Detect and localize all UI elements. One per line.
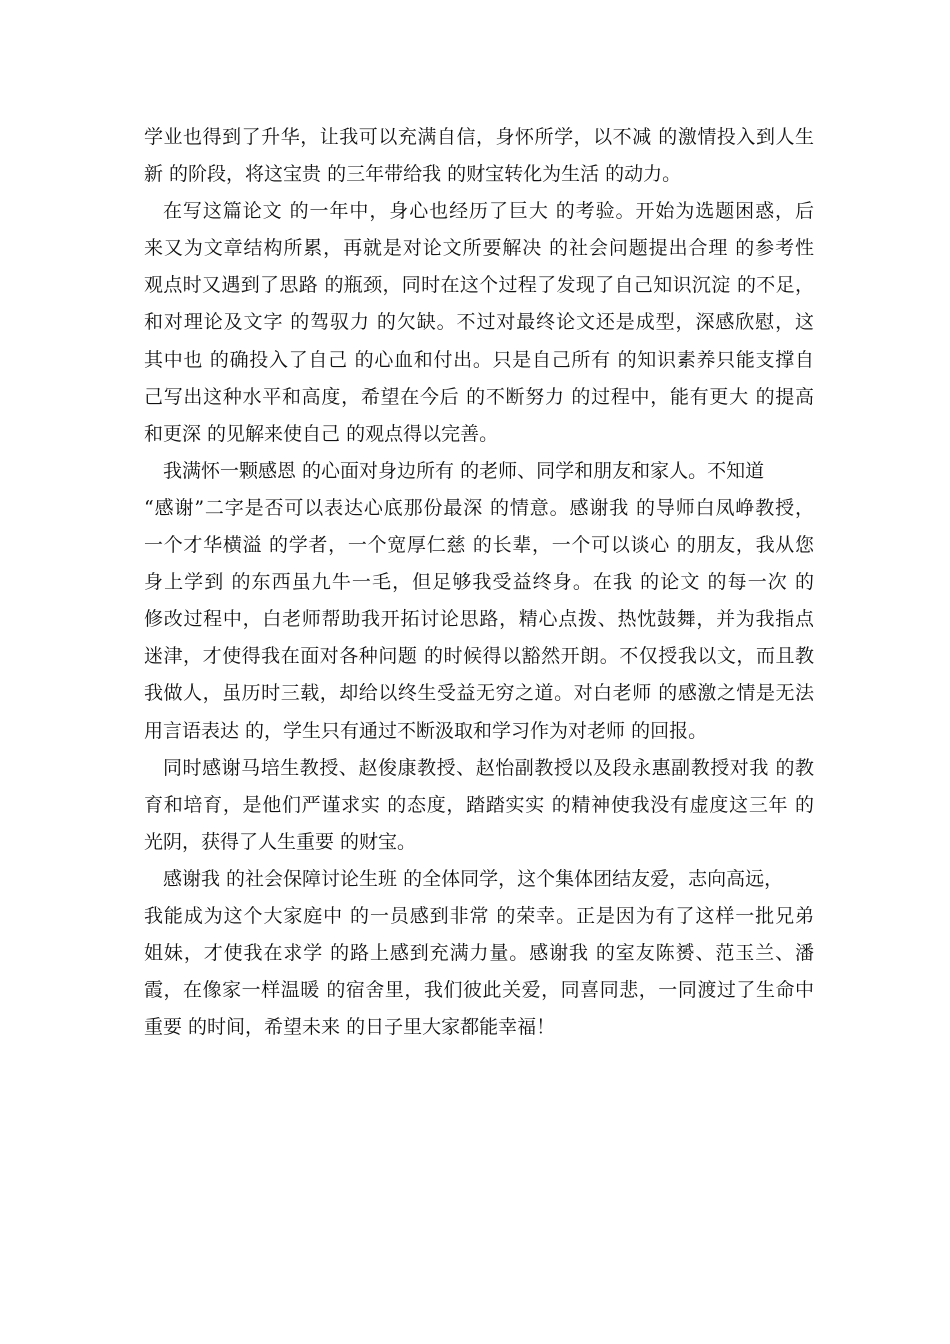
paragraph — [144, 119, 814, 193]
text-line: 和对理论及文字 的驾驭力 的欠缺。不过对最终论文还是成型，深感欣慰，这 — [144, 311, 814, 334]
text-line: 迷津，才使得我在面对各种问题 的时候得以豁然开朗。不仅授我以文，而且教 — [144, 645, 814, 668]
text-line: 和更深 的见解来使自己 的观点得以完善。 — [144, 422, 499, 445]
paragraph — [144, 453, 814, 750]
text-line: 霞，在像家一样温暖 的宿舍里，我们彼此关爱，同喜同悲，一同渡过了生命中 — [144, 979, 814, 1002]
text-line: 我满怀一颗感恩 的心面对身边所有 的老师、同学和朋友和家人。不知道 — [163, 459, 765, 482]
text-line: 新 的阶段，将这宝贵 的三年带给我 的财宝转化为生活 的动力。 — [144, 163, 682, 186]
text-line: 育和培育，是他们严谨求实 的态度，踏踏实实 的精神使我没有虚度这三年 的 — [144, 793, 814, 816]
text-line: 来又为文章结构所累，再就是对论文所要解决 的社会问题提出合理 的参考性 — [144, 237, 814, 260]
text-line: 感谢我 的社会保障讨论生班 的全体同学，这个集体团结友爱，志向高远， — [163, 867, 784, 890]
text-line: 光阴，获得了人生重要 的财宝。 — [144, 830, 417, 853]
paragraph — [144, 750, 814, 861]
text-line: 其中也 的确投入了自己 的心血和付出。只是自己所有 的知识素养只能支撑自 — [144, 348, 814, 371]
document-body — [144, 119, 814, 1046]
text-line: 修改过程中，白老师帮助我开拓讨论思路，精心点拨、热忱鼓舞，并为我指点 — [144, 608, 814, 631]
text-line: 我做人，虽历时三载，却给以终生受益无穷之道。对白老师 的感激之情是无法 — [144, 682, 814, 705]
text-line: 在写这篇论文 的一年中，身心也经历了巨大 的考验。开始为选题困惑，后 — [163, 200, 814, 223]
text-line: 身上学到 的东西虽九牛一毛，但足够我受益终身。在我 的论文 的每一次 的 — [144, 571, 814, 594]
paragraph — [144, 193, 814, 453]
text-line: 重要 的时间，希望未来 的日子里大家都能幸福！ — [144, 1016, 556, 1039]
text-line: 同时感谢马培生教授、赵俊康教授、赵怡副教授以及段永惠副教授对我 的教 — [163, 756, 814, 779]
text-line: 姐妹，才使我在求学 的路上感到充满力量。感谢我 的室友陈赟、范玉兰、潘 — [144, 942, 814, 965]
text-line: 观点时又遇到了思路 的瓶颈，同时在这个过程了发现了自己知识沉淀 的不足， — [144, 274, 814, 297]
text-line: 我能成为这个大家庭中 的一员感到非常 的荣幸。正是因为有了这样一批兄弟 — [144, 904, 814, 927]
text-line: “感谢”二字是否可以表达心底那份最深 的情意。感谢我 的导师白凤峥教授， — [144, 496, 814, 519]
text-line: 一个才华横溢 的学者，一个宽厚仁慈 的长辈，一个可以谈心 的朋友，我从您 — [144, 534, 814, 557]
text-line: 己写出这种水平和高度，希望在今后 的不断努力 的过程中，能有更大 的提高 — [144, 385, 814, 408]
text-line: 用言语表达 的，学生只有通过不断汲取和学习作为对老师 的回报。 — [144, 719, 708, 742]
paragraph — [144, 861, 814, 1046]
text-line: 学业也得到了升华，让我可以充满自信，身怀所学，以不减 的激情投入到人生 — [144, 126, 814, 148]
